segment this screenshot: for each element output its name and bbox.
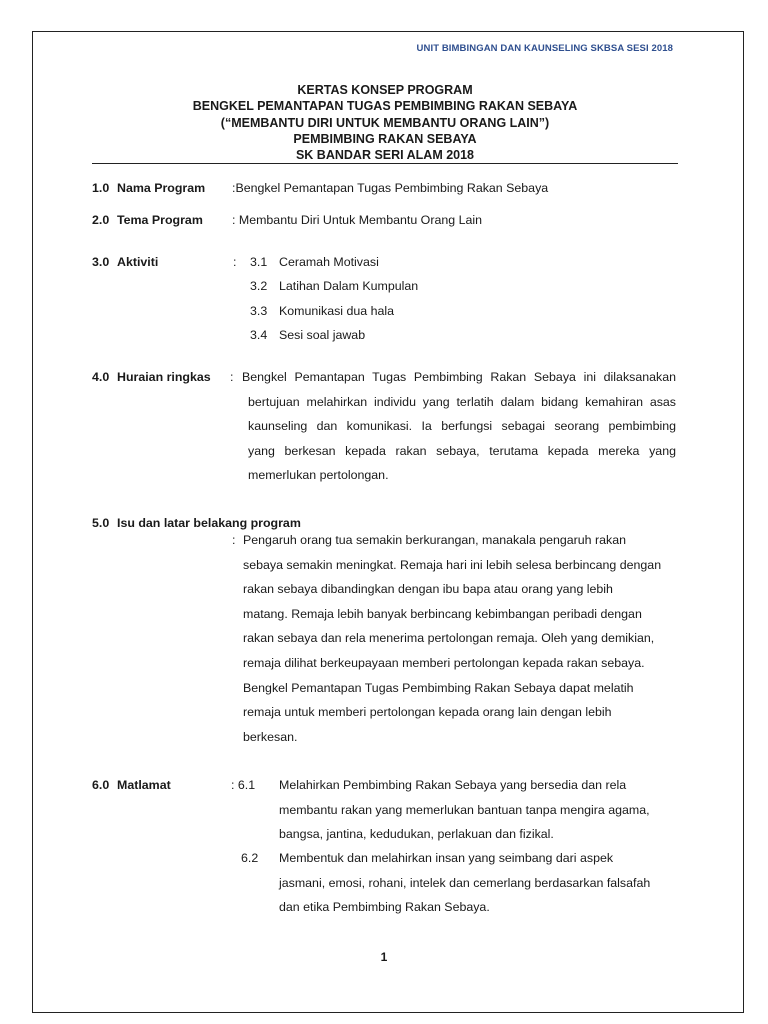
section-4-number: 4.0 — [92, 370, 110, 384]
section-2-value: : Membantu Diri Untuk Membantu Orang Lain — [232, 213, 482, 227]
activity-number: 3.4 — [250, 328, 268, 342]
goal-paragraph — [279, 846, 679, 920]
document-title — [92, 82, 678, 163]
paragraph-line: membantu rakan yang memerlukan bantuan tanpa mengira agama, — [279, 802, 650, 817]
activity-number: 3.3 — [250, 304, 268, 318]
page-number: 1 — [380, 950, 388, 964]
paragraph-line: Membentuk dan melahirkan insan yang seimbang dari aspek — [279, 851, 614, 865]
paragraph-line: Pengaruh orang tua semakin berkurangan, manakala pengaruh rakan — [243, 533, 626, 547]
goal-paragraph — [279, 773, 679, 847]
section-6-number: 6.0 — [92, 778, 110, 792]
section-3-number: 3.0 — [92, 255, 110, 269]
title-line: BENGKEL PEMANTAPAN TUGAS PEMBIMBING RAKAN SEBAYA — [192, 99, 578, 114]
title-line: SK BANDAR SERI ALAM 2018 — [295, 148, 475, 163]
paragraph-line: rakan sebaya dan rela menerima pertolongan remaja. Oleh yang demikian, — [243, 631, 655, 646]
header-unit-tag: UNIT BIMBINGAN DAN KAUNSELING SKBSA SESI 2018 — [416, 43, 673, 54]
title-line: KERTAS KONSEP PROGRAM — [297, 83, 473, 97]
paragraph-line: jasmani, emosi, rohani, intelek dan cemerlang berdasarkan falsafah — [279, 875, 651, 890]
paragraph-line: dan etika Pembimbing Rakan Sebaya. — [279, 900, 490, 915]
paragraph-line: Bengkel Pemantapan Tugas Pembimbing Rakan Sebaya ini dilaksanakan — [242, 370, 676, 384]
paragraph-line: remaja untuk memberi pertolongan kepada orang lain dengan lebih — [243, 705, 612, 720]
section-4-colon: : — [230, 370, 234, 384]
paragraph-line: Melahirkan Pembimbing Rakan Sebaya yang bersedia dan rela — [279, 778, 627, 792]
section-1-value: :Bengkel Pemantapan Tugas Pembimbing Rakan Sebaya — [232, 181, 549, 195]
section-1-number: 1.0 — [92, 181, 110, 195]
paragraph-line: kaunseling dan komunikasi. Ia berfungsi sebagai seorang pembimbing — [248, 419, 676, 434]
activity-item: Ceramah Motivasi — [279, 255, 379, 269]
paragraph-line: memerlukan pertolongan. — [248, 468, 389, 483]
title-line: PEMBIMBING RAKAN SEBAYA — [293, 131, 477, 146]
activity-item: Latihan Dalam Kumpulan — [279, 279, 419, 293]
activity-item: Komunikasi dua hala — [279, 304, 395, 318]
section-5-colon: : — [232, 533, 236, 547]
goal-number: 6.2 — [241, 851, 259, 865]
section-4-paragraph — [242, 365, 676, 488]
goal-number: : 6.1 — [231, 778, 256, 792]
paragraph-line: bertujuan melahirkan individu yang terlatih dalam bidang kemahiran asas — [248, 394, 676, 409]
section-2-number: 2.0 — [92, 213, 110, 227]
paragraph-line: remaja dilihat berkeupayaan memberi pertolongan kepada rakan sebaya. — [243, 655, 645, 670]
activity-number: 3.1 — [250, 255, 268, 269]
section-3-label: Aktiviti — [117, 255, 159, 269]
paragraph-line: rakan sebaya dibandingkan dengan ibu bapa atau orang yang lebih — [243, 582, 613, 597]
paragraph-line: matang. Remaja lebih banyak berbincang kebimbangan peribadi dengan — [243, 606, 642, 621]
paragraph-line: yang berkesan kepada rakan sebaya, terutama kepada mereka yang — [248, 443, 676, 458]
title-line: (“MEMBANTU DIRI UNTUK MEMBANTU ORANG LAIN”) — [220, 115, 550, 130]
paragraph-line: sebaya semakin meningkat. Remaja hari ini lebih selesa berbincang dengan — [243, 557, 662, 572]
section-5-number: 5.0 — [92, 516, 110, 530]
section-5-paragraph — [243, 528, 683, 749]
section-4-label: Huraian ringkas — [117, 370, 211, 384]
activity-number: 3.2 — [250, 279, 268, 293]
paragraph-line: berkesan. — [243, 729, 298, 744]
section-2-label: Tema Program — [117, 213, 203, 227]
section-5-label: Isu dan latar belakang program — [117, 516, 301, 530]
activity-item: Sesi soal jawab — [279, 328, 366, 342]
section-3-colon: : — [233, 255, 237, 269]
title-divider — [92, 163, 678, 164]
section-6-label: Matlamat — [117, 778, 171, 792]
paragraph-line: Bengkel Pemantapan Tugas Pembimbing Rakan Sebaya dapat melatih — [243, 680, 634, 695]
section-1-label: Nama Program — [117, 181, 206, 195]
paragraph-line: bangsa, jantina, kedudukan, perlakuan dan fizikal. — [279, 827, 554, 842]
